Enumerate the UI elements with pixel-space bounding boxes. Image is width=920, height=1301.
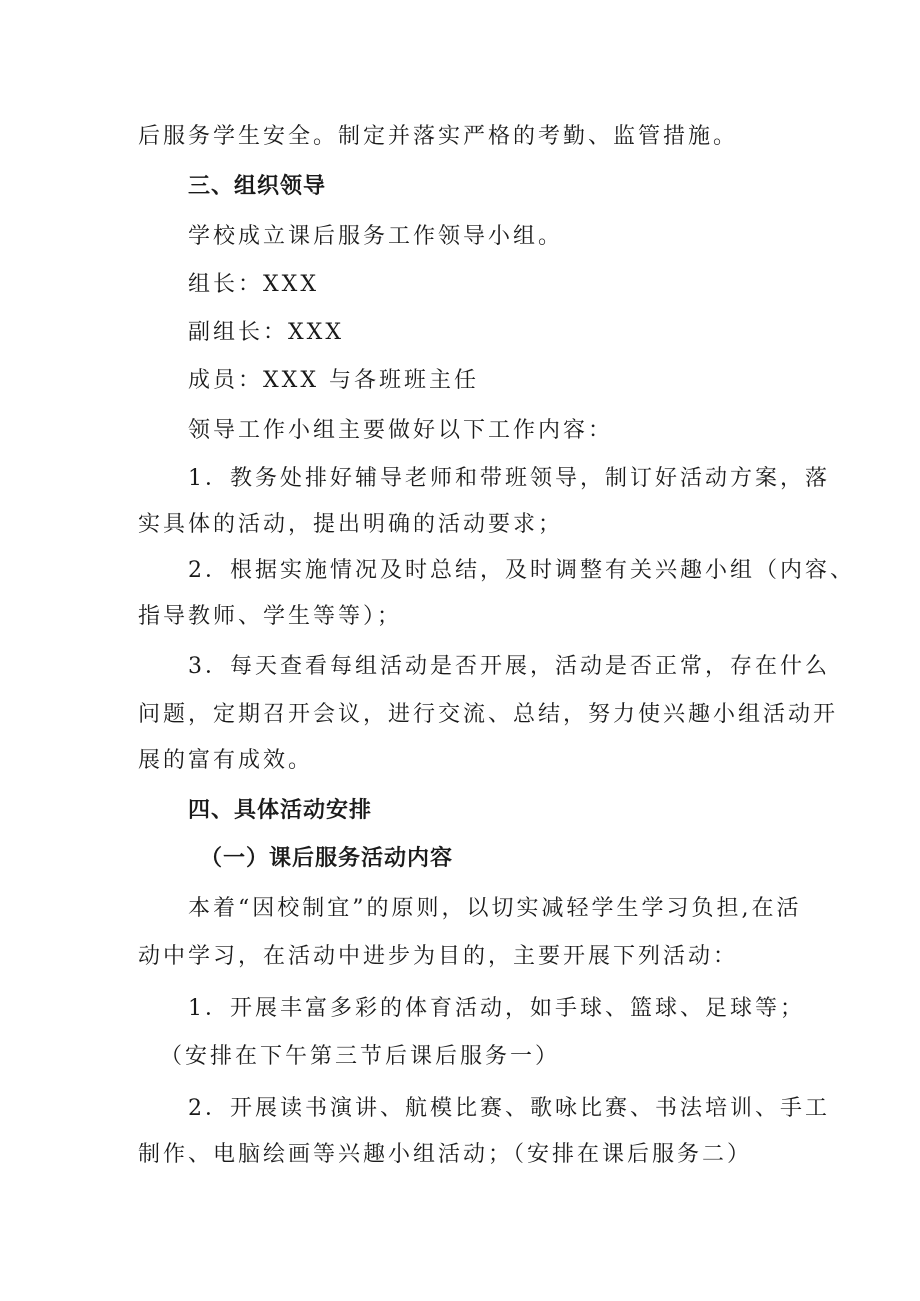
list-item: 3．每天查看每组活动是否开展，活动是否正常，存在什么 <box>188 654 830 679</box>
paragraph-line: 动中学习，在活动中进步为目的，主要开展下列活动： <box>138 944 739 969</box>
list-item-continuation: 指导教师、学生等等）； <box>138 604 403 629</box>
paragraph-line: 学校成立课后服务工作领导小组。 <box>188 224 564 249</box>
paragraph-line: 本着“因校制宜”的原则，以切实减轻学生学习负担,在活 <box>188 896 802 921</box>
subsection-heading: （一）课后服务活动内容 <box>200 846 454 871</box>
list-item: 2．根据实施情况及时总结，及时调整有关兴趣小组（内容、 <box>188 558 855 583</box>
list-item-continuation: 问题，定期召开会议，进行交流、总结，努力使兴趣小组活动开 <box>138 702 839 727</box>
members-line: 成员：XXX 与各班班主任 <box>188 368 479 393</box>
list-item: 1．教务处排好辅导老师和带班领导，制订好活动方案，落 <box>188 466 830 491</box>
paragraph-line: 领导工作小组主要做好以下工作内容： <box>188 418 614 443</box>
leader-line: 组长：XXX <box>188 272 319 297</box>
list-item-continuation: 实具体的活动，提出明确的活动要求； <box>138 512 564 537</box>
vice-leader-line: 副组长：XXX <box>188 320 344 345</box>
paragraph-line: 后服务学生安全。制定并落实严格的考勤、监管措施。 <box>138 124 739 149</box>
list-item-continuation: 展的富有成效。 <box>138 748 314 773</box>
list-item-continuation: 制作、电脑绘画等兴趣小组活动；（安排在课后服务二） <box>138 1142 753 1167</box>
list-item-continuation: （安排在下午第三节后课后服务一） <box>160 1044 561 1069</box>
list-item: 2．开展读书演讲、航模比赛、歌咏比赛、书法培训、手工 <box>188 1096 830 1121</box>
section-heading: 三、组织领导 <box>188 174 327 199</box>
section-heading: 四、具体活动安排 <box>188 798 373 823</box>
list-item: 1．开展丰富多彩的体育活动，如手球、篮球、足球等； <box>188 996 805 1021</box>
